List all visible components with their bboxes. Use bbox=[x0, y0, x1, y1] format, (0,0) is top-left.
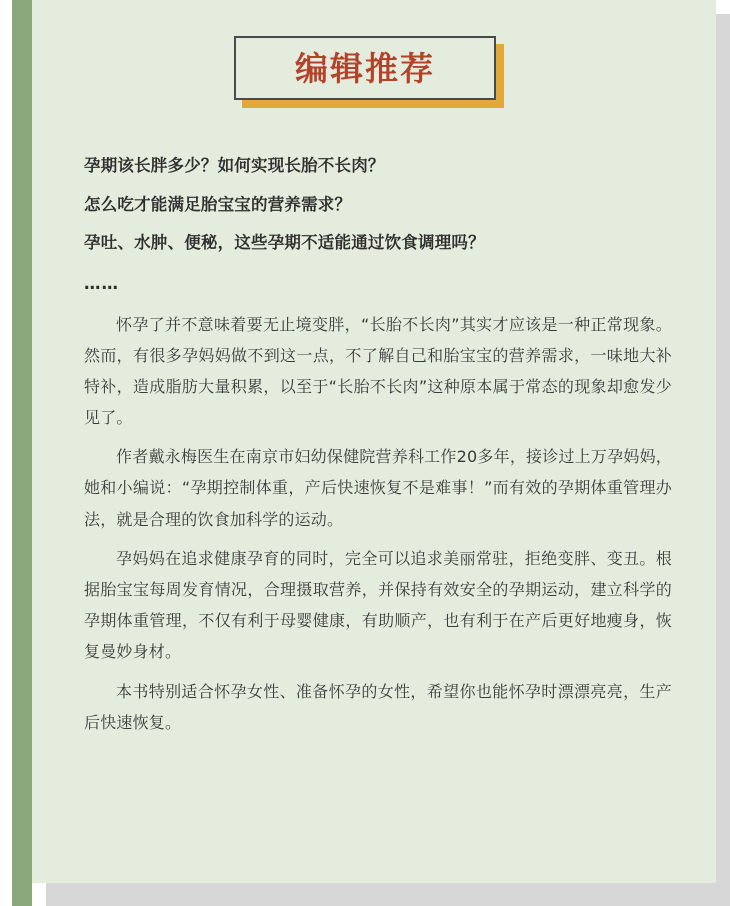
page-title: 编辑推荐 bbox=[295, 48, 435, 88]
paragraph: 本书特别适合怀孕女性、准备怀孕的女性，希望你也能怀孕时漂漂亮亮，生产后快速恢复。 bbox=[84, 681, 672, 732]
page-shadow-right bbox=[716, 14, 730, 883]
question-line: 孕吐、水肿、便秘，这些孕期不适能通过饮食调理吗？ bbox=[84, 233, 485, 252]
left-accent-stripe bbox=[12, 0, 32, 906]
page-shadow-bottom bbox=[46, 883, 730, 906]
question-line: 孕期该长胖多少？如何实现长胎不长肉？ bbox=[84, 156, 385, 175]
ellipsis-line: …… bbox=[84, 273, 119, 293]
paragraph: 作者戴永梅医生在南京市妇幼保健院营养科工作20多年，接诊过上万孕妈妈，她和小编说：“孕期控制体重，产后快速恢复不是难事！”而有效的孕期体重管理办法，就是合理的饮食加科学的运动。 bbox=[84, 447, 672, 529]
title-banner-box bbox=[234, 36, 496, 100]
article-body bbox=[84, 158, 672, 746]
paragraph: 怀孕了并不意味着要无止境变胖，“长胎不长肉”其实才应该是一种正常现象。然而，有很多孕妈妈做不到这一点，不了解自己和胎宝宝的营养需求，一味地大补特补，造成脂肪大量积累，以至于“长胎不长肉”这种原本属于常态的现象却愈发少见了。 bbox=[84, 314, 672, 428]
question-line: 怎么吃才能满足胎宝宝的营养需求？ bbox=[84, 194, 352, 214]
paragraph: 孕妈妈在追求健康孕育的同时，完全可以追求美丽常驻，拒绝变胖、变丑。根据胎宝宝每周发育情况，合理摄取营养，并保持有效安全的孕期运动，建立科学的孕期体重管理，不仅有利于母婴健康，有助顺产，也有利于在产后更好地瘦身，恢复曼妙身材。 bbox=[84, 548, 672, 662]
title-banner bbox=[234, 36, 496, 100]
